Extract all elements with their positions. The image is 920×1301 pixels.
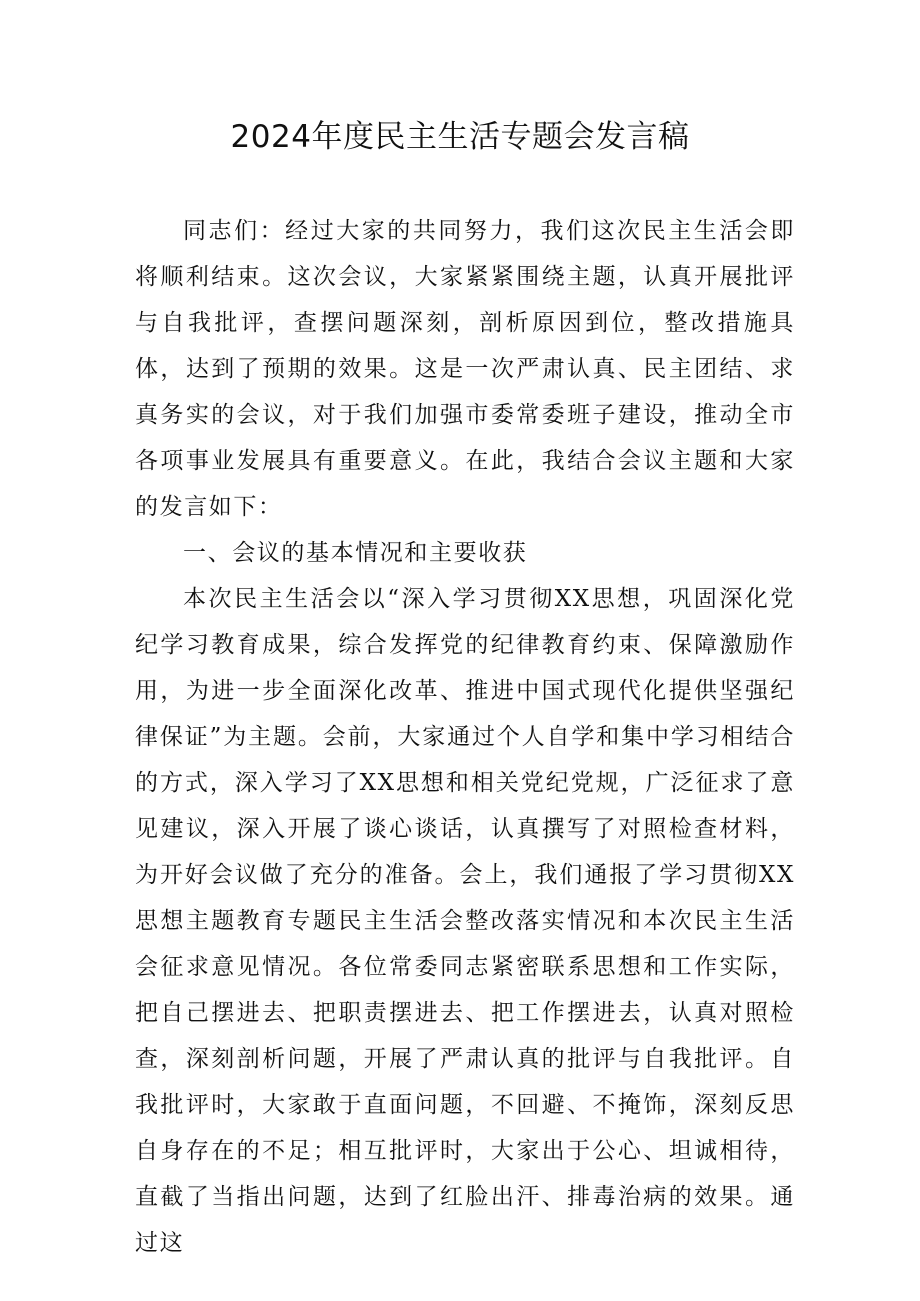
- document-title: 2024年度民主生活专题会发言稿: [230, 119, 690, 155]
- opening-paragraph: 同志们：经过大家的共同努力，我们这次民主生活会即将顺利结束。这次会议，大家紧紧围绕主题，认真开展批评与自我批评，查摆问题深刻，剖析原因到位，整改措施具体，达到了预期的效果。这是一次严肃认真、民主团结、求真务实的会议，对于我们加强市委常委班子建设，推动全市各项事业发展具有重要意义。在此，我结合会议主题和大家的发言如下：: [135, 218, 795, 520]
- section-heading: 一、会议的基本情况和主要收获: [183, 540, 528, 566]
- section-paragraph: 本次民主生活会以“深入学习贯彻XX思想，巩固深化党纪学习教育成果，综合发挥党的纪律教育约束、保障激励作用，为进一步全面深化改革、推进中国式现代化提供坚强纪律保证”为主题。会前，大家通过个人自学和集中学习相结合的方式，深入学习了XX思想和相关党纪党规，广泛征求了意见建议，深入开展了谈心谈话，认真撰写了对照检查材料，为开好会议做了充分的准备。会上，我们通报了学习贯彻XX思想主题教育专题民主生活会整改落实情况和本次民主生活会征求意见情况。各位常委同志紧密联系思想和工作实际，把自己摆进去、把职责摆进去、把工作摆进去，认真对照检查，深刻剖析问题，开展了严肃认真的批评与自我批评。自我批评时，大家敢于直面问题，不回避、不掩饰，深刻反思自身存在的不足；相互批评时，大家出于公心、坦诚相待，直截了当指出问题，达到了红脸出汗、排毒治病的效果。通过这: [135, 586, 795, 1256]
- document-body: [135, 208, 795, 1266]
